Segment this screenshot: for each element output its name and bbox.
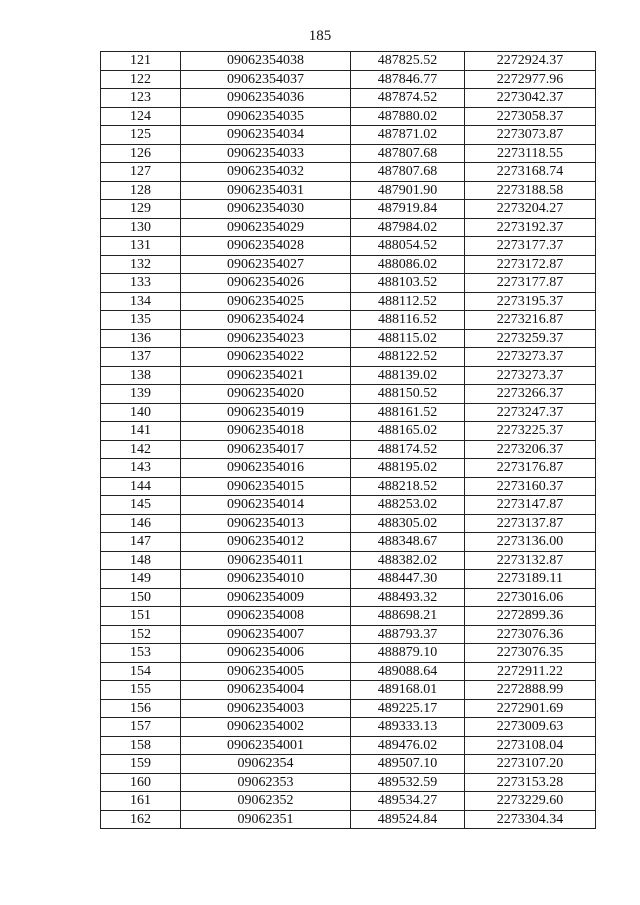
point-number-cell: 130 <box>101 218 181 237</box>
table-row <box>101 292 596 311</box>
x-coordinate-cell: 488150.52 <box>351 385 465 404</box>
point-number-cell: 145 <box>101 496 181 515</box>
point-number-cell: 128 <box>101 181 181 200</box>
table-row <box>101 163 596 182</box>
point-number-cell: 133 <box>101 274 181 293</box>
point-id-cell: 09062354025 <box>181 292 351 311</box>
y-coordinate-cell: 2273259.37 <box>465 329 596 348</box>
y-coordinate-cell: 2273273.37 <box>465 348 596 367</box>
table-row <box>101 385 596 404</box>
y-coordinate-cell: 2273073.87 <box>465 126 596 145</box>
point-id-cell: 09062354007 <box>181 625 351 644</box>
table-row <box>101 126 596 145</box>
x-coordinate-cell: 489534.27 <box>351 792 465 811</box>
y-coordinate-cell: 2273107.20 <box>465 755 596 774</box>
table-row <box>101 533 596 552</box>
table-row <box>101 551 596 570</box>
x-coordinate-cell: 488793.37 <box>351 625 465 644</box>
point-id-cell: 09062354015 <box>181 477 351 496</box>
y-coordinate-cell: 2273304.34 <box>465 810 596 829</box>
table-row <box>101 681 596 700</box>
y-coordinate-cell: 2273016.06 <box>465 588 596 607</box>
point-id-cell: 09062354031 <box>181 181 351 200</box>
point-number-cell: 155 <box>101 681 181 700</box>
y-coordinate-cell: 2273273.37 <box>465 366 596 385</box>
table-row <box>101 662 596 681</box>
x-coordinate-cell: 488054.52 <box>351 237 465 256</box>
point-id-cell: 09062354005 <box>181 662 351 681</box>
point-id-cell: 09062354016 <box>181 459 351 478</box>
point-number-cell: 134 <box>101 292 181 311</box>
point-number-cell: 161 <box>101 792 181 811</box>
x-coordinate-cell: 488348.67 <box>351 533 465 552</box>
point-id-cell: 09062354036 <box>181 89 351 108</box>
point-id-cell: 09062352 <box>181 792 351 811</box>
y-coordinate-cell: 2273147.87 <box>465 496 596 515</box>
table-row <box>101 403 596 422</box>
x-coordinate-cell: 488112.52 <box>351 292 465 311</box>
table-row <box>101 699 596 718</box>
point-id-cell: 09062354011 <box>181 551 351 570</box>
point-id-cell: 09062354006 <box>181 644 351 663</box>
point-number-cell: 150 <box>101 588 181 607</box>
point-id-cell: 09062354033 <box>181 144 351 163</box>
x-coordinate-cell: 488382.02 <box>351 551 465 570</box>
y-coordinate-cell: 2273192.37 <box>465 218 596 237</box>
y-coordinate-cell: 2273076.35 <box>465 644 596 663</box>
y-coordinate-cell: 2273266.37 <box>465 385 596 404</box>
table-row <box>101 477 596 496</box>
y-coordinate-cell: 2272911.22 <box>465 662 596 681</box>
point-number-cell: 125 <box>101 126 181 145</box>
point-id-cell: 09062354022 <box>181 348 351 367</box>
point-number-cell: 143 <box>101 459 181 478</box>
y-coordinate-cell: 2272899.36 <box>465 607 596 626</box>
table-row <box>101 422 596 441</box>
y-coordinate-cell: 2273188.58 <box>465 181 596 200</box>
table-row <box>101 107 596 126</box>
point-id-cell: 09062354023 <box>181 329 351 348</box>
x-coordinate-cell: 489333.13 <box>351 718 465 737</box>
y-coordinate-cell: 2273168.74 <box>465 163 596 182</box>
point-number-cell: 148 <box>101 551 181 570</box>
table-row <box>101 625 596 644</box>
x-coordinate-cell: 487874.52 <box>351 89 465 108</box>
point-number-cell: 126 <box>101 144 181 163</box>
point-id-cell: 09062354032 <box>181 163 351 182</box>
x-coordinate-cell: 488493.32 <box>351 588 465 607</box>
point-number-cell: 153 <box>101 644 181 663</box>
y-coordinate-cell: 2273076.36 <box>465 625 596 644</box>
page-number: 185 <box>308 28 332 44</box>
table-row <box>101 52 596 71</box>
point-number-cell: 151 <box>101 607 181 626</box>
x-coordinate-cell: 488305.02 <box>351 514 465 533</box>
point-id-cell: 09062354013 <box>181 514 351 533</box>
point-number-cell: 146 <box>101 514 181 533</box>
table-row <box>101 755 596 774</box>
point-number-cell: 136 <box>101 329 181 348</box>
y-coordinate-cell: 2272888.99 <box>465 681 596 700</box>
y-coordinate-cell: 2273058.37 <box>465 107 596 126</box>
point-id-cell: 09062354014 <box>181 496 351 515</box>
point-number-cell: 144 <box>101 477 181 496</box>
point-number-cell: 157 <box>101 718 181 737</box>
coordinates-table <box>100 51 596 829</box>
point-number-cell: 122 <box>101 70 181 89</box>
x-coordinate-cell: 488103.52 <box>351 274 465 293</box>
point-number-cell: 152 <box>101 625 181 644</box>
y-coordinate-cell: 2273177.87 <box>465 274 596 293</box>
x-coordinate-cell: 488174.52 <box>351 440 465 459</box>
point-number-cell: 127 <box>101 163 181 182</box>
y-coordinate-cell: 2272924.37 <box>465 52 596 71</box>
y-coordinate-cell: 2273118.55 <box>465 144 596 163</box>
point-id-cell: 09062354030 <box>181 200 351 219</box>
x-coordinate-cell: 487880.02 <box>351 107 465 126</box>
point-number-cell: 140 <box>101 403 181 422</box>
y-coordinate-cell: 2273189.11 <box>465 570 596 589</box>
table-row <box>101 588 596 607</box>
point-number-cell: 135 <box>101 311 181 330</box>
point-number-cell: 131 <box>101 237 181 256</box>
x-coordinate-cell: 489476.02 <box>351 736 465 755</box>
x-coordinate-cell: 487807.68 <box>351 163 465 182</box>
x-coordinate-cell: 489524.84 <box>351 810 465 829</box>
point-number-cell: 138 <box>101 366 181 385</box>
table-row <box>101 736 596 755</box>
point-number-cell: 162 <box>101 810 181 829</box>
table-row <box>101 718 596 737</box>
point-number-cell: 159 <box>101 755 181 774</box>
point-id-cell: 09062353 <box>181 773 351 792</box>
point-id-cell: 09062354008 <box>181 607 351 626</box>
y-coordinate-cell: 2273153.28 <box>465 773 596 792</box>
point-number-cell: 129 <box>101 200 181 219</box>
table-row <box>101 237 596 256</box>
x-coordinate-cell: 488195.02 <box>351 459 465 478</box>
point-number-cell: 142 <box>101 440 181 459</box>
point-id-cell: 09062354035 <box>181 107 351 126</box>
point-id-cell: 09062354026 <box>181 274 351 293</box>
point-id-cell: 09062354028 <box>181 237 351 256</box>
point-id-cell: 09062351 <box>181 810 351 829</box>
x-coordinate-cell: 488139.02 <box>351 366 465 385</box>
y-coordinate-cell: 2273177.37 <box>465 237 596 256</box>
point-id-cell: 09062354001 <box>181 736 351 755</box>
point-number-cell: 123 <box>101 89 181 108</box>
table-row <box>101 311 596 330</box>
table-row <box>101 459 596 478</box>
point-id-cell: 09062354020 <box>181 385 351 404</box>
x-coordinate-cell: 487871.02 <box>351 126 465 145</box>
y-coordinate-cell: 2273225.37 <box>465 422 596 441</box>
table-row <box>101 200 596 219</box>
y-coordinate-cell: 2273172.87 <box>465 255 596 274</box>
point-number-cell: 137 <box>101 348 181 367</box>
point-number-cell: 132 <box>101 255 181 274</box>
table-row <box>101 274 596 293</box>
x-coordinate-cell: 487919.84 <box>351 200 465 219</box>
point-id-cell: 09062354003 <box>181 699 351 718</box>
point-number-cell: 139 <box>101 385 181 404</box>
point-number-cell: 158 <box>101 736 181 755</box>
point-id-cell: 09062354002 <box>181 718 351 737</box>
point-id-cell: 09062354021 <box>181 366 351 385</box>
x-coordinate-cell: 488122.52 <box>351 348 465 367</box>
table-row <box>101 181 596 200</box>
point-id-cell: 09062354009 <box>181 588 351 607</box>
x-coordinate-cell: 487807.68 <box>351 144 465 163</box>
point-id-cell: 09062354019 <box>181 403 351 422</box>
x-coordinate-cell: 489225.17 <box>351 699 465 718</box>
x-coordinate-cell: 487846.77 <box>351 70 465 89</box>
table-row <box>101 607 596 626</box>
table-row <box>101 792 596 811</box>
y-coordinate-cell: 2273247.37 <box>465 403 596 422</box>
y-coordinate-cell: 2273176.87 <box>465 459 596 478</box>
x-coordinate-cell: 488086.02 <box>351 255 465 274</box>
x-coordinate-cell: 488161.52 <box>351 403 465 422</box>
table-row <box>101 644 596 663</box>
point-id-cell: 09062354034 <box>181 126 351 145</box>
y-coordinate-cell: 2272901.69 <box>465 699 596 718</box>
x-coordinate-cell: 488116.52 <box>351 311 465 330</box>
point-id-cell: 09062354038 <box>181 52 351 71</box>
point-id-cell: 09062354037 <box>181 70 351 89</box>
y-coordinate-cell: 2273229.60 <box>465 792 596 811</box>
point-id-cell: 09062354 <box>181 755 351 774</box>
x-coordinate-cell: 487984.02 <box>351 218 465 237</box>
table-row <box>101 496 596 515</box>
point-number-cell: 141 <box>101 422 181 441</box>
point-number-cell: 147 <box>101 533 181 552</box>
y-coordinate-cell: 2273132.87 <box>465 551 596 570</box>
point-number-cell: 124 <box>101 107 181 126</box>
point-id-cell: 09062354017 <box>181 440 351 459</box>
table-row <box>101 70 596 89</box>
x-coordinate-cell: 489168.01 <box>351 681 465 700</box>
point-number-cell: 149 <box>101 570 181 589</box>
y-coordinate-cell: 2273206.37 <box>465 440 596 459</box>
table-row <box>101 570 596 589</box>
x-coordinate-cell: 488879.10 <box>351 644 465 663</box>
y-coordinate-cell: 2273136.00 <box>465 533 596 552</box>
x-coordinate-cell: 488218.52 <box>351 477 465 496</box>
y-coordinate-cell: 2273042.37 <box>465 89 596 108</box>
y-coordinate-cell: 2273160.37 <box>465 477 596 496</box>
table-row <box>101 348 596 367</box>
x-coordinate-cell: 489532.59 <box>351 773 465 792</box>
y-coordinate-cell: 2273009.63 <box>465 718 596 737</box>
x-coordinate-cell: 488447.30 <box>351 570 465 589</box>
point-id-cell: 09062354012 <box>181 533 351 552</box>
x-coordinate-cell: 487901.90 <box>351 181 465 200</box>
y-coordinate-cell: 2273195.37 <box>465 292 596 311</box>
table-row <box>101 366 596 385</box>
y-coordinate-cell: 2273137.87 <box>465 514 596 533</box>
x-coordinate-cell: 487825.52 <box>351 52 465 71</box>
point-id-cell: 09062354010 <box>181 570 351 589</box>
point-number-cell: 160 <box>101 773 181 792</box>
point-id-cell: 09062354029 <box>181 218 351 237</box>
table-row <box>101 255 596 274</box>
x-coordinate-cell: 488165.02 <box>351 422 465 441</box>
table-row <box>101 773 596 792</box>
table-row <box>101 440 596 459</box>
point-id-cell: 09062354027 <box>181 255 351 274</box>
coordinates-table-body <box>101 52 596 829</box>
y-coordinate-cell: 2273216.87 <box>465 311 596 330</box>
table-row <box>101 514 596 533</box>
x-coordinate-cell: 488115.02 <box>351 329 465 348</box>
y-coordinate-cell: 2273108.04 <box>465 736 596 755</box>
point-number-cell: 154 <box>101 662 181 681</box>
x-coordinate-cell: 488698.21 <box>351 607 465 626</box>
x-coordinate-cell: 489507.10 <box>351 755 465 774</box>
table-row <box>101 218 596 237</box>
point-number-cell: 156 <box>101 699 181 718</box>
point-id-cell: 09062354004 <box>181 681 351 700</box>
table-row <box>101 89 596 108</box>
table-row <box>101 810 596 829</box>
y-coordinate-cell: 2272977.96 <box>465 70 596 89</box>
point-id-cell: 09062354024 <box>181 311 351 330</box>
x-coordinate-cell: 489088.64 <box>351 662 465 681</box>
table-row <box>101 329 596 348</box>
point-id-cell: 09062354018 <box>181 422 351 441</box>
table-row <box>101 144 596 163</box>
x-coordinate-cell: 488253.02 <box>351 496 465 515</box>
point-number-cell: 121 <box>101 52 181 71</box>
y-coordinate-cell: 2273204.27 <box>465 200 596 219</box>
